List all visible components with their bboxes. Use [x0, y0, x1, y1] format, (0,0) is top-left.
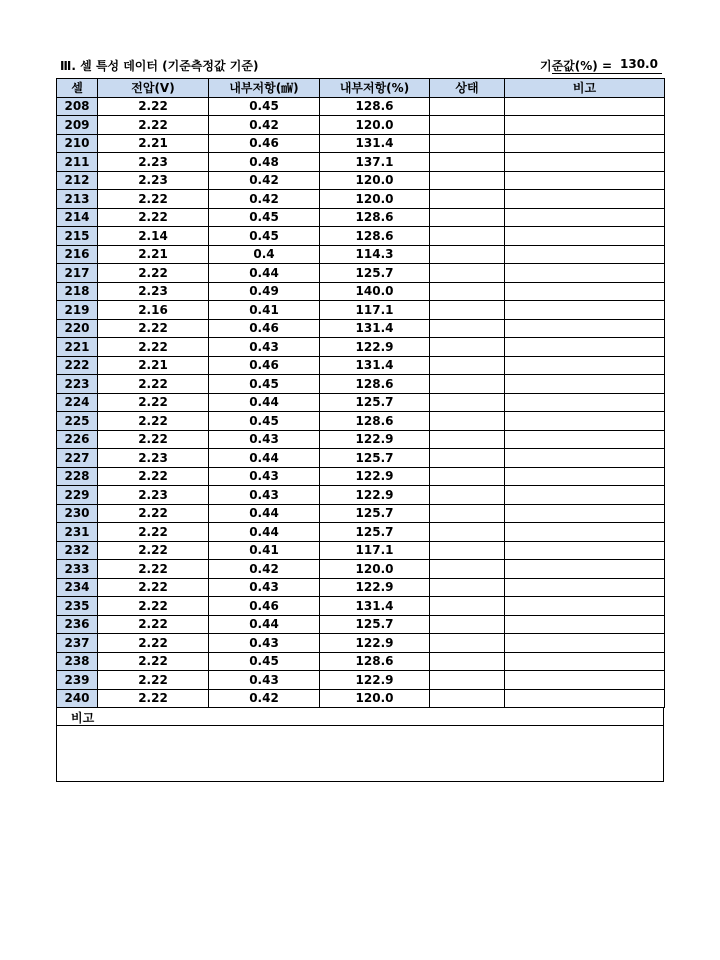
resistance-value: 0.42 — [209, 190, 320, 209]
status-cell — [430, 319, 505, 338]
resistance-value: 0.45 — [209, 208, 320, 227]
cell-id: 233 — [57, 560, 98, 579]
cell-data-table — [56, 78, 665, 708]
status-cell — [430, 356, 505, 375]
status-cell — [430, 560, 505, 579]
status-cell — [430, 578, 505, 597]
table-row — [57, 319, 665, 338]
cell-id: 223 — [57, 375, 98, 394]
voltage-value: 2.22 — [98, 560, 209, 579]
status-cell — [430, 171, 505, 190]
resistance-value: 0.45 — [209, 227, 320, 246]
note-cell — [505, 486, 665, 505]
voltage-value: 2.21 — [98, 245, 209, 264]
note-cell — [505, 430, 665, 449]
voltage-value: 2.22 — [98, 319, 209, 338]
status-cell — [430, 671, 505, 690]
table-row — [57, 615, 665, 634]
voltage-value: 2.23 — [98, 171, 209, 190]
status-cell — [430, 208, 505, 227]
resistance-percent: 125.7 — [320, 449, 430, 468]
table-row — [57, 227, 665, 246]
cell-id: 212 — [57, 171, 98, 190]
cell-id: 214 — [57, 208, 98, 227]
table-row — [57, 116, 665, 135]
table-row — [57, 449, 665, 468]
resistance-value: 0.44 — [209, 615, 320, 634]
resistance-percent: 120.0 — [320, 171, 430, 190]
status-cell — [430, 375, 505, 394]
cell-id: 219 — [57, 301, 98, 320]
note-cell — [505, 134, 665, 153]
cell-id: 232 — [57, 541, 98, 560]
resistance-percent: 120.0 — [320, 116, 430, 135]
voltage-value: 2.23 — [98, 282, 209, 301]
resistance-value: 0.43 — [209, 634, 320, 653]
resistance-value: 0.44 — [209, 264, 320, 283]
resistance-value: 0.43 — [209, 467, 320, 486]
table-row — [57, 97, 665, 116]
resistance-value: 0.42 — [209, 116, 320, 135]
resistance-percent: 117.1 — [320, 541, 430, 560]
resistance-percent: 128.6 — [320, 375, 430, 394]
resistance-percent: 122.9 — [320, 338, 430, 357]
status-cell — [430, 245, 505, 264]
table-row — [57, 171, 665, 190]
resistance-percent: 131.4 — [320, 319, 430, 338]
resistance-percent: 125.7 — [320, 264, 430, 283]
table-row — [57, 560, 665, 579]
table-row — [57, 597, 665, 616]
resistance-percent: 128.6 — [320, 208, 430, 227]
note-cell — [505, 171, 665, 190]
remarks-label: 비고 — [71, 711, 95, 725]
note-cell — [505, 578, 665, 597]
status-cell — [430, 597, 505, 616]
cell-id: 237 — [57, 634, 98, 653]
cell-id: 231 — [57, 523, 98, 542]
voltage-value: 2.23 — [98, 486, 209, 505]
column-header: 내부저항(㎽) — [209, 79, 320, 98]
status-cell — [430, 449, 505, 468]
resistance-percent: 122.9 — [320, 430, 430, 449]
reference-number: 130.0 — [620, 57, 658, 71]
status-cell — [430, 393, 505, 412]
status-cell — [430, 282, 505, 301]
note-cell — [505, 282, 665, 301]
status-cell — [430, 227, 505, 246]
status-cell — [430, 412, 505, 431]
resistance-value: 0.46 — [209, 356, 320, 375]
remarks-box — [56, 707, 664, 782]
table-row — [57, 190, 665, 209]
resistance-percent: 120.0 — [320, 190, 430, 209]
table-row — [57, 541, 665, 560]
status-cell — [430, 467, 505, 486]
resistance-value: 0.49 — [209, 282, 320, 301]
column-header: 셀 — [57, 79, 98, 98]
cell-id: 229 — [57, 486, 98, 505]
table-row — [57, 208, 665, 227]
note-cell — [505, 208, 665, 227]
voltage-value: 2.22 — [98, 190, 209, 209]
resistance-value: 0.46 — [209, 319, 320, 338]
resistance-percent: 122.9 — [320, 486, 430, 505]
table-row — [57, 153, 665, 172]
voltage-value: 2.22 — [98, 634, 209, 653]
cell-id: 230 — [57, 504, 98, 523]
table-row — [57, 134, 665, 153]
table-row — [57, 301, 665, 320]
note-cell — [505, 634, 665, 653]
status-cell — [430, 523, 505, 542]
table-body — [57, 97, 665, 708]
note-cell — [505, 467, 665, 486]
note-cell — [505, 504, 665, 523]
voltage-value: 2.22 — [98, 652, 209, 671]
cell-id: 209 — [57, 116, 98, 135]
voltage-value: 2.21 — [98, 134, 209, 153]
cell-id: 222 — [57, 356, 98, 375]
resistance-value: 0.41 — [209, 301, 320, 320]
cell-id: 216 — [57, 245, 98, 264]
resistance-value: 0.45 — [209, 412, 320, 431]
table-row — [57, 689, 665, 708]
voltage-value: 2.23 — [98, 449, 209, 468]
resistance-percent: 122.9 — [320, 634, 430, 653]
cell-id: 218 — [57, 282, 98, 301]
resistance-percent: 122.9 — [320, 671, 430, 690]
table-header-row — [57, 79, 665, 98]
voltage-value: 2.22 — [98, 208, 209, 227]
table-row — [57, 264, 665, 283]
resistance-value: 0.41 — [209, 541, 320, 560]
note-cell — [505, 523, 665, 542]
note-cell — [505, 560, 665, 579]
table-row — [57, 523, 665, 542]
voltage-value: 2.22 — [98, 615, 209, 634]
resistance-value: 0.42 — [209, 689, 320, 708]
status-cell — [430, 301, 505, 320]
status-cell — [430, 97, 505, 116]
status-cell — [430, 541, 505, 560]
resistance-percent: 131.4 — [320, 356, 430, 375]
voltage-value: 2.22 — [98, 97, 209, 116]
resistance-percent: 131.4 — [320, 597, 430, 616]
column-header: 상태 — [430, 79, 505, 98]
status-cell — [430, 190, 505, 209]
cell-id: 213 — [57, 190, 98, 209]
voltage-value: 2.22 — [98, 264, 209, 283]
table-row — [57, 467, 665, 486]
resistance-percent: 125.7 — [320, 523, 430, 542]
voltage-value: 2.16 — [98, 301, 209, 320]
cell-id: 234 — [57, 578, 98, 597]
resistance-percent: 122.9 — [320, 578, 430, 597]
cell-id: 226 — [57, 430, 98, 449]
resistance-value: 0.44 — [209, 449, 320, 468]
voltage-value: 2.21 — [98, 356, 209, 375]
voltage-value: 2.22 — [98, 541, 209, 560]
resistance-percent: 120.0 — [320, 689, 430, 708]
resistance-percent: 117.1 — [320, 301, 430, 320]
resistance-value: 0.43 — [209, 430, 320, 449]
cell-id: 217 — [57, 264, 98, 283]
status-cell — [430, 634, 505, 653]
column-header: 비고 — [505, 79, 665, 98]
status-cell — [430, 153, 505, 172]
voltage-value: 2.22 — [98, 578, 209, 597]
status-cell — [430, 116, 505, 135]
resistance-percent: 125.7 — [320, 504, 430, 523]
note-cell — [505, 597, 665, 616]
cell-id: 236 — [57, 615, 98, 634]
status-cell — [430, 689, 505, 708]
status-cell — [430, 264, 505, 283]
cell-id: 211 — [57, 153, 98, 172]
voltage-value: 2.22 — [98, 375, 209, 394]
note-cell — [505, 689, 665, 708]
table-row — [57, 634, 665, 653]
resistance-value: 0.43 — [209, 486, 320, 505]
resistance-value: 0.46 — [209, 597, 320, 616]
note-cell — [505, 227, 665, 246]
resistance-value: 0.4 — [209, 245, 320, 264]
resistance-percent: 131.4 — [320, 134, 430, 153]
resistance-percent: 137.1 — [320, 153, 430, 172]
note-cell — [505, 97, 665, 116]
cell-id: 235 — [57, 597, 98, 616]
table-row — [57, 430, 665, 449]
cell-id: 228 — [57, 467, 98, 486]
note-cell — [505, 116, 665, 135]
voltage-value: 2.22 — [98, 412, 209, 431]
remarks-divider — [57, 725, 663, 726]
table-row — [57, 671, 665, 690]
voltage-value: 2.14 — [98, 227, 209, 246]
resistance-percent: 140.0 — [320, 282, 430, 301]
voltage-value: 2.22 — [98, 116, 209, 135]
table-row — [57, 652, 665, 671]
note-cell — [505, 615, 665, 634]
resistance-value: 0.43 — [209, 578, 320, 597]
table-row — [57, 338, 665, 357]
voltage-value: 2.22 — [98, 338, 209, 357]
resistance-percent: 122.9 — [320, 467, 430, 486]
status-cell — [430, 615, 505, 634]
cell-id: 225 — [57, 412, 98, 431]
resistance-percent: 114.3 — [320, 245, 430, 264]
voltage-value: 2.22 — [98, 467, 209, 486]
status-cell — [430, 652, 505, 671]
resistance-value: 0.48 — [209, 153, 320, 172]
resistance-percent: 128.6 — [320, 97, 430, 116]
resistance-percent: 125.7 — [320, 393, 430, 412]
voltage-value: 2.22 — [98, 689, 209, 708]
table-row — [57, 375, 665, 394]
voltage-value: 2.22 — [98, 523, 209, 542]
note-cell — [505, 190, 665, 209]
note-cell — [505, 541, 665, 560]
voltage-value: 2.22 — [98, 393, 209, 412]
note-cell — [505, 393, 665, 412]
note-cell — [505, 319, 665, 338]
note-cell — [505, 338, 665, 357]
table-row — [57, 412, 665, 431]
table-row — [57, 486, 665, 505]
table-row — [57, 282, 665, 301]
note-cell — [505, 652, 665, 671]
cell-id: 208 — [57, 97, 98, 116]
note-cell — [505, 375, 665, 394]
cell-id: 227 — [57, 449, 98, 468]
cell-id: 221 — [57, 338, 98, 357]
page-title: Ⅲ. 셀 특성 데이터 (기준측정값 기준) — [60, 59, 259, 73]
voltage-value: 2.22 — [98, 504, 209, 523]
voltage-value: 2.23 — [98, 153, 209, 172]
status-cell — [430, 134, 505, 153]
status-cell — [430, 504, 505, 523]
resistance-value: 0.45 — [209, 97, 320, 116]
resistance-value: 0.46 — [209, 134, 320, 153]
note-cell — [505, 264, 665, 283]
cell-id: 215 — [57, 227, 98, 246]
resistance-value: 0.45 — [209, 375, 320, 394]
note-cell — [505, 671, 665, 690]
cell-id: 239 — [57, 671, 98, 690]
status-cell — [430, 486, 505, 505]
column-header: 내부저항(%) — [320, 79, 430, 98]
note-cell — [505, 153, 665, 172]
cell-id: 224 — [57, 393, 98, 412]
note-cell — [505, 449, 665, 468]
cell-id: 220 — [57, 319, 98, 338]
cell-id: 238 — [57, 652, 98, 671]
note-cell — [505, 245, 665, 264]
column-header: 전압(V) — [98, 79, 209, 98]
table-row — [57, 393, 665, 412]
reference-value — [540, 57, 658, 74]
voltage-value: 2.22 — [98, 671, 209, 690]
resistance-percent: 128.6 — [320, 652, 430, 671]
resistance-value: 0.42 — [209, 560, 320, 579]
voltage-value: 2.22 — [98, 597, 209, 616]
resistance-percent: 128.6 — [320, 412, 430, 431]
table-row — [57, 356, 665, 375]
resistance-value: 0.43 — [209, 671, 320, 690]
resistance-value: 0.44 — [209, 523, 320, 542]
note-cell — [505, 356, 665, 375]
resistance-percent: 120.0 — [320, 560, 430, 579]
status-cell — [430, 338, 505, 357]
resistance-value: 0.45 — [209, 652, 320, 671]
resistance-value: 0.42 — [209, 171, 320, 190]
resistance-percent: 128.6 — [320, 227, 430, 246]
reference-underline — [552, 73, 662, 74]
resistance-value: 0.44 — [209, 393, 320, 412]
resistance-percent: 125.7 — [320, 615, 430, 634]
resistance-value: 0.44 — [209, 504, 320, 523]
reference-label: 기준값(%) = — [540, 59, 613, 73]
status-cell — [430, 430, 505, 449]
voltage-value: 2.22 — [98, 430, 209, 449]
note-cell — [505, 412, 665, 431]
cell-id: 240 — [57, 689, 98, 708]
resistance-value: 0.43 — [209, 338, 320, 357]
table-row — [57, 578, 665, 597]
note-cell — [505, 301, 665, 320]
table-row — [57, 245, 665, 264]
table-row — [57, 504, 665, 523]
cell-id: 210 — [57, 134, 98, 153]
